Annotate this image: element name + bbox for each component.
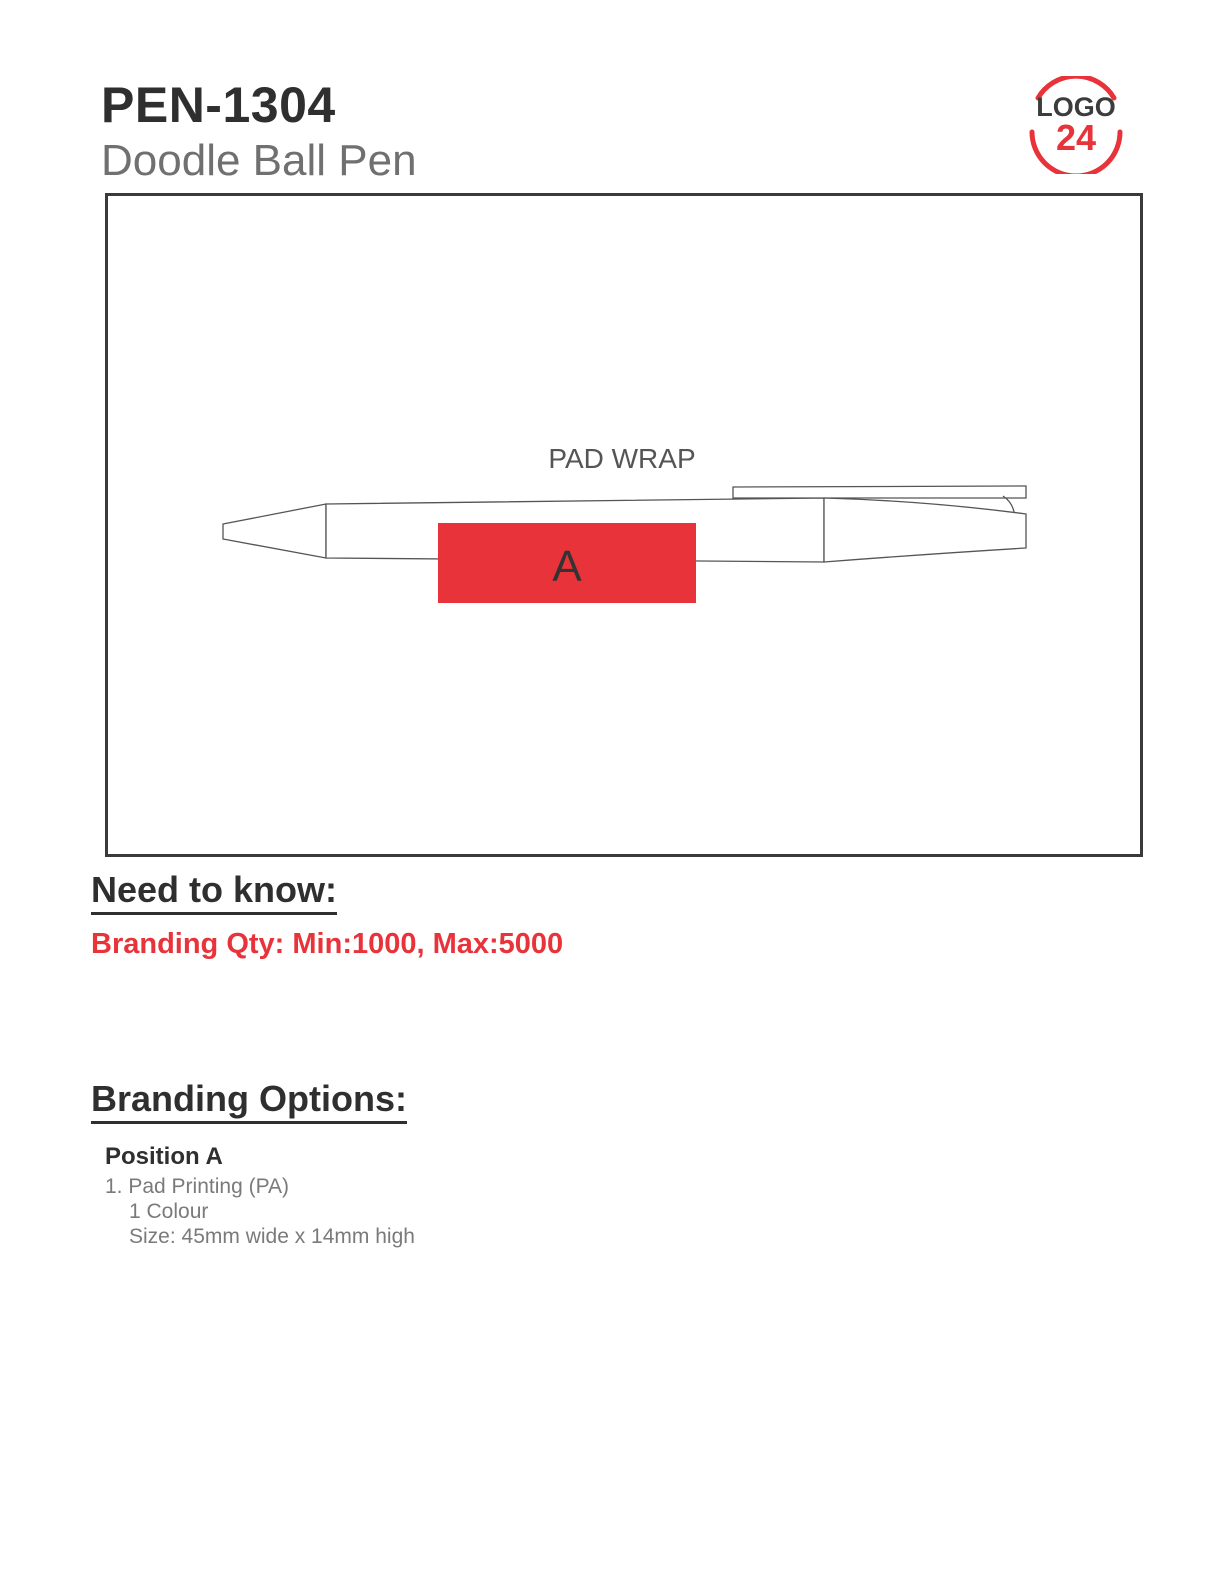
branding-option-list	[105, 1174, 415, 1249]
option-colours: 1 Colour	[129, 1200, 209, 1223]
brand-logo	[1024, 76, 1128, 174]
need-to-know-heading: Need to know:	[91, 870, 337, 915]
position-title: Position A	[105, 1143, 223, 1170]
option-method: 1. Pad Printing (PA)	[105, 1175, 290, 1198]
pad-wrap-label: PAD WRAP	[548, 443, 696, 474]
product-code: PEN-1304	[101, 77, 336, 133]
product-name: Doodle Ball Pen	[101, 136, 417, 185]
product-diagram-frame	[105, 193, 1143, 857]
pen-tip	[223, 504, 326, 558]
pen-clip	[733, 486, 1026, 498]
branding-options-heading: Branding Options:	[91, 1079, 407, 1124]
logo-text-bottom: 24	[1055, 117, 1097, 158]
branding-qty: Branding Qty: Min:1000, Max:5000	[91, 928, 564, 960]
position-marker: A	[552, 542, 582, 591]
option-size: Size: 45mm wide x 14mm high	[129, 1225, 415, 1248]
logo-text-top: LOGO	[1036, 92, 1116, 122]
pen-cap	[824, 498, 1026, 562]
